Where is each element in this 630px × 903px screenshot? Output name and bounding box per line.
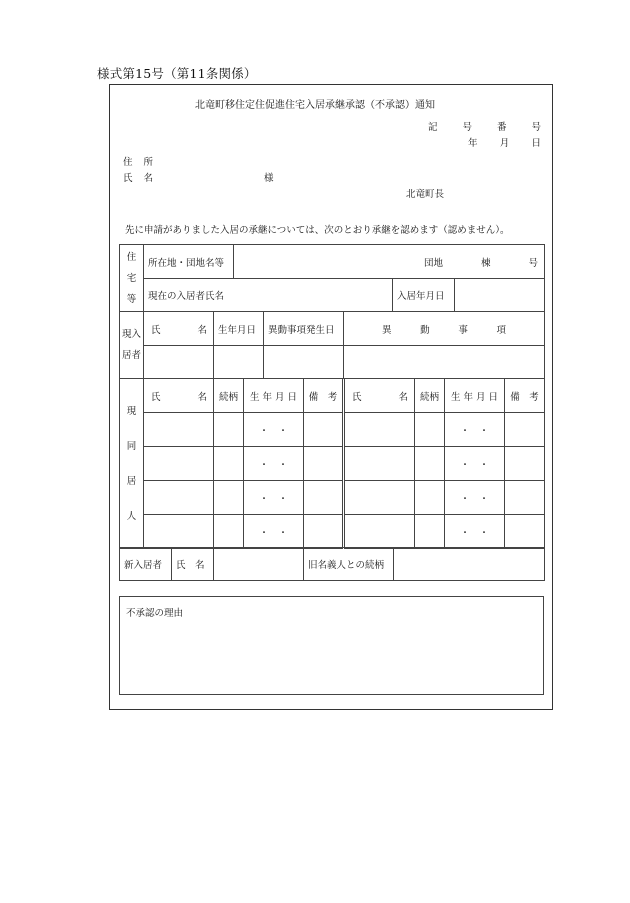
cohab-relation-cell bbox=[214, 515, 244, 549]
housing-side-label: 住 宅 等 bbox=[120, 245, 144, 312]
building-label: 棟 bbox=[481, 257, 491, 269]
date-day: 日 bbox=[531, 138, 541, 149]
cohab-birthdate-cell: ・ ・ bbox=[244, 481, 304, 515]
rejection-reason-box bbox=[119, 596, 544, 695]
cohab-relation-cell bbox=[214, 447, 244, 481]
date-month: 月 bbox=[499, 138, 510, 149]
issuer: 北竜町長 bbox=[406, 189, 445, 200]
cohab-birthdate-header-right: 生 年 月 日 bbox=[445, 379, 505, 413]
cohab-name-cell bbox=[344, 413, 415, 447]
cohab-relation-cell bbox=[415, 481, 445, 515]
cohab-remarks-cell bbox=[505, 481, 545, 515]
current-resident-table bbox=[119, 311, 545, 379]
cohab-name-cell bbox=[144, 515, 214, 549]
cohab-name-header: 氏 名 bbox=[144, 379, 214, 413]
cohab-remarks-cell bbox=[505, 515, 545, 549]
current-resident-side-label: 現入 居者 bbox=[120, 312, 144, 379]
name-label-char: 名 bbox=[143, 173, 153, 184]
change-item-header: 異 動 事 項 bbox=[344, 312, 545, 346]
doc-number-char: 号 bbox=[531, 122, 541, 133]
cohab-remarks-cell bbox=[304, 447, 344, 481]
block-label: 団地 bbox=[424, 257, 444, 269]
document-number-line bbox=[428, 119, 541, 133]
resident-name-value bbox=[144, 346, 214, 379]
change-date-value bbox=[264, 346, 344, 379]
unit-label: 号 bbox=[528, 257, 539, 269]
statement-text: 先に申請がありました入居の承継については、次のとおり承継を認めます（認めません）。 bbox=[125, 225, 510, 236]
document-title: 北竜町移住定住促進住宅入居承継承認（不承認）通知 bbox=[195, 100, 435, 111]
address-label bbox=[123, 154, 153, 168]
cohab-remarks-cell bbox=[304, 413, 344, 447]
new-resident-label: 新入居者 bbox=[120, 548, 172, 581]
cohab-relation-cell bbox=[214, 481, 244, 515]
location-value bbox=[234, 245, 545, 279]
resident-birthdate-value bbox=[214, 346, 264, 379]
housing-table bbox=[119, 244, 545, 312]
new-resident-name-label: 氏 名 bbox=[172, 548, 214, 581]
date-year: 年 bbox=[468, 138, 478, 149]
change-date-header: 異動事項発生日 bbox=[264, 312, 344, 346]
cohab-birthdate-cell: ・ ・ bbox=[445, 413, 505, 447]
cohab-name-cell bbox=[144, 447, 214, 481]
cohab-birthdate-cell: ・ ・ bbox=[244, 447, 304, 481]
cohab-birthdate-header: 生 年 月 日 bbox=[244, 379, 304, 413]
cohab-birthdate-cell: ・ ・ bbox=[445, 515, 505, 549]
new-resident-table bbox=[119, 547, 545, 581]
current-resident-label: 現在の入居者氏名 bbox=[144, 279, 393, 312]
cohab-relation-cell bbox=[415, 447, 445, 481]
cohab-birthdate-cell: ・ ・ bbox=[445, 481, 505, 515]
rejection-reason-label: 不承認の理由 bbox=[126, 608, 184, 619]
doc-number-char: 号 bbox=[462, 122, 472, 133]
cohab-name-cell bbox=[344, 515, 415, 549]
move-in-date-value bbox=[455, 279, 545, 312]
cohab-relation-header: 続柄 bbox=[214, 379, 244, 413]
cohab-name-header-right: 氏 名 bbox=[344, 379, 415, 413]
date-line bbox=[468, 135, 541, 149]
cohab-birthdate-cell: ・ ・ bbox=[244, 515, 304, 549]
cohab-remarks-cell bbox=[505, 413, 545, 447]
name-label bbox=[123, 170, 153, 184]
cohab-remarks-header: 備 考 bbox=[304, 379, 344, 413]
name-label-char: 氏 bbox=[123, 173, 133, 184]
new-resident-name-value bbox=[214, 548, 304, 581]
address-label-char: 住 bbox=[123, 157, 133, 168]
doc-number-char: 記 bbox=[428, 122, 438, 133]
relation-to-former-label: 旧名義人との続柄 bbox=[304, 548, 394, 581]
resident-name-header: 氏 名 bbox=[144, 312, 214, 346]
cohab-name-cell bbox=[344, 481, 415, 515]
cohab-birthdate-cell: ・ ・ bbox=[244, 413, 304, 447]
cohabitants-table bbox=[119, 378, 545, 549]
cohab-birthdate-cell: ・ ・ bbox=[445, 447, 505, 481]
cohab-relation-header-right: 続柄 bbox=[415, 379, 445, 413]
cohabitants-side-label: 現 同 居 人 bbox=[120, 379, 144, 549]
cohab-remarks-header-right: 備 考 bbox=[505, 379, 545, 413]
cohab-name-cell bbox=[144, 481, 214, 515]
move-in-date-label: 入居年月日 bbox=[393, 279, 455, 312]
cohab-remarks-cell bbox=[505, 447, 545, 481]
cohab-remarks-cell bbox=[304, 515, 344, 549]
cohab-relation-cell bbox=[214, 413, 244, 447]
cohab-relation-cell bbox=[415, 413, 445, 447]
address-label-char: 所 bbox=[143, 157, 153, 168]
cohab-name-cell bbox=[144, 413, 214, 447]
relation-to-former-value bbox=[394, 548, 545, 581]
resident-birthdate-header: 生年月日 bbox=[214, 312, 264, 346]
doc-number-char: 番 bbox=[496, 122, 507, 133]
honorific: 様 bbox=[264, 173, 274, 184]
cohab-name-cell bbox=[344, 447, 415, 481]
change-item-value bbox=[344, 346, 545, 379]
cohab-remarks-cell bbox=[304, 481, 344, 515]
form-number-label: 様式第15号（第11条関係） bbox=[97, 66, 257, 81]
location-label: 所在地・団地名等 bbox=[144, 245, 234, 279]
cohab-relation-cell bbox=[415, 515, 445, 549]
